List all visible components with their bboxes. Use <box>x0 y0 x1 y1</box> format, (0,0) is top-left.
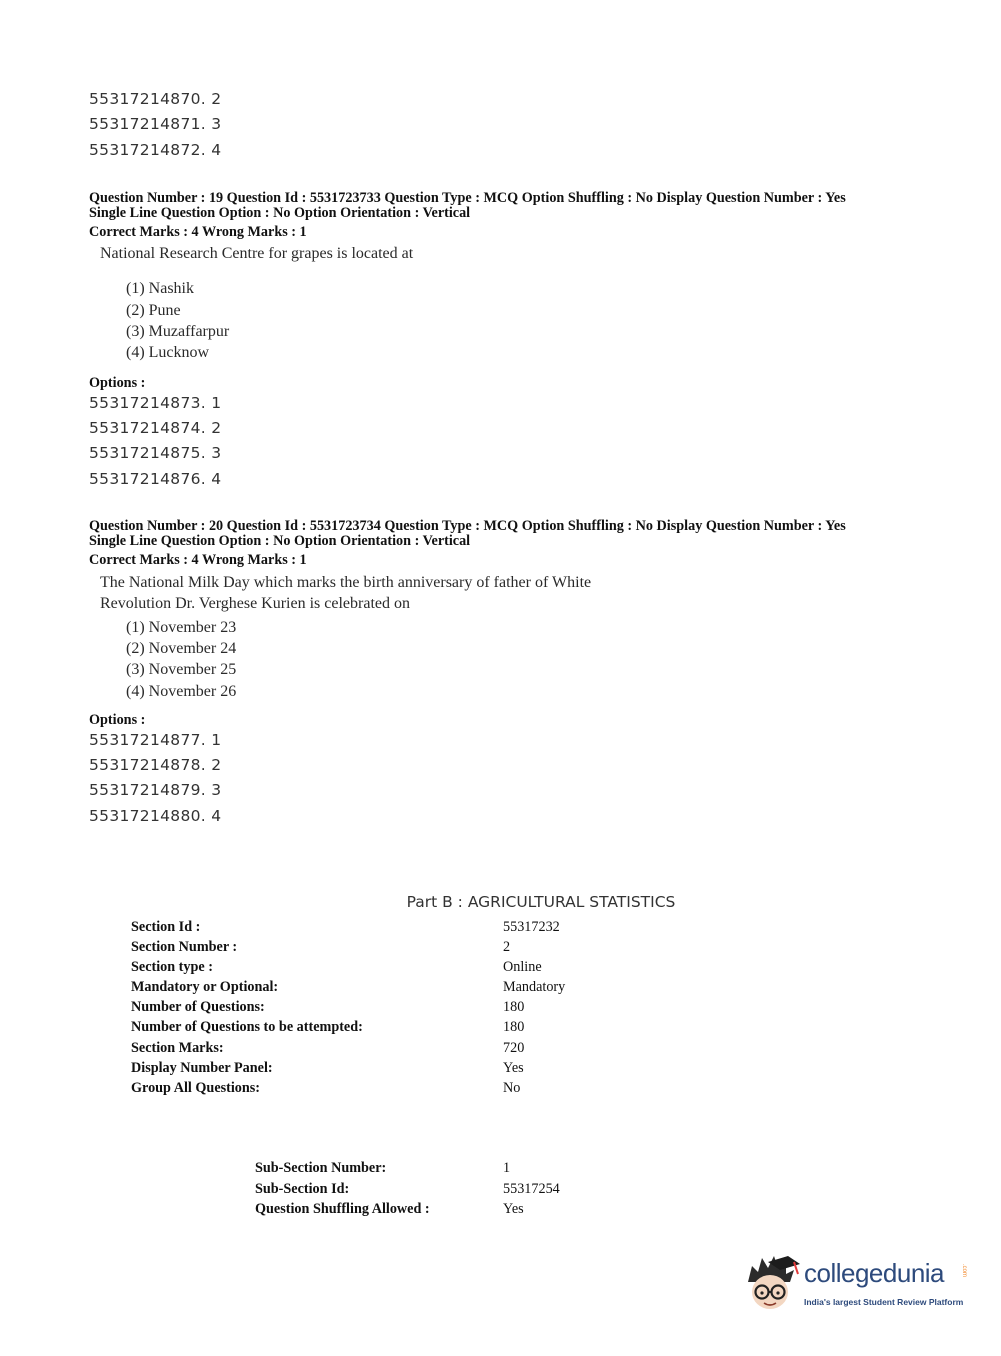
options-label: Options : <box>89 712 146 728</box>
section-field-label: Mandatory or Optional: <box>131 979 279 995</box>
section-field-label: Group All Questions: <box>131 1080 261 1096</box>
section-field-label: Section type : <box>131 959 213 975</box>
section-field-label: Section Marks: <box>131 1040 224 1056</box>
question-text: The National Milk Day which marks the birth anniversary of father of White <box>100 574 592 591</box>
part-title: Part B : AGRICULTURAL STATISTICS <box>406 893 676 911</box>
option-id-line: 55317214878. 2 <box>89 756 222 774</box>
question-choice: (1) November 23 <box>126 619 237 636</box>
option-id-line: 55317214879. 3 <box>89 781 222 799</box>
option-id-line: 55317214874. 2 <box>89 419 222 437</box>
section-field-value: 180 <box>503 999 525 1015</box>
section-field-value: Yes <box>503 1060 524 1076</box>
question-choice: (4) November 26 <box>126 683 237 700</box>
section-field-value: Mandatory <box>503 979 566 995</box>
logo-wordmark: collegedunia <box>804 1258 945 1288</box>
question-choice: (3) November 25 <box>126 661 237 678</box>
option-id-line: 55317214871. 3 <box>89 115 222 133</box>
section-field-label: Section Number : <box>131 939 238 955</box>
subsection-field-value: Yes <box>503 1201 524 1217</box>
question-meta-line: Question Number : 19 Question Id : 5531723733 Question Type : MCQ Option Shuffling : No Display Question Number : Yes <box>89 190 846 206</box>
options-label: Options : <box>89 375 146 391</box>
section-field-value: 180 <box>503 1019 525 1035</box>
subsection-field-label: Question Shuffling Allowed : <box>255 1201 430 1217</box>
subsection-field-label: Sub-Section Number: <box>255 1160 387 1176</box>
question-choice: (2) Pune <box>126 302 181 319</box>
mascot-icon <box>742 1252 804 1314</box>
section-field-value: 720 <box>503 1040 525 1056</box>
option-id-line: 55317214876. 4 <box>89 470 222 488</box>
question-meta-line: Single Line Question Option : No Option Orientation : Vertical <box>89 205 471 221</box>
section-field-value: 55317232 <box>503 919 560 935</box>
question-marks-line: Correct Marks : 4 Wrong Marks : 1 <box>89 224 307 240</box>
option-id-line: 55317214872. 4 <box>89 141 222 159</box>
section-field-value: No <box>503 1080 521 1096</box>
subsection-field-label: Sub-Section Id: <box>255 1181 350 1197</box>
question-text: National Research Centre for grapes is located at <box>100 245 414 262</box>
option-id-line: 55317214880. 4 <box>89 807 222 825</box>
section-field-label: Number of Questions to be attempted: <box>131 1019 363 1035</box>
subsection-field-value: 1 <box>503 1160 511 1176</box>
option-id-line: 55317214870. 2 <box>89 90 222 108</box>
option-id-line: 55317214873. 1 <box>89 394 222 412</box>
option-id-line: 55317214875. 3 <box>89 444 222 462</box>
question-text: Revolution Dr. Verghese Kurien is celebrated on <box>100 595 410 612</box>
logo-tagline: India's largest Student Review Platform <box>804 1297 964 1307</box>
collegedunia-logo <box>742 1250 972 1320</box>
subsection-field-value: 55317254 <box>503 1181 560 1197</box>
section-field-value: 2 <box>503 939 511 955</box>
question-choice: (4) Lucknow <box>126 344 210 361</box>
section-field-value: Online <box>503 959 542 975</box>
option-id-line: 55317214877. 1 <box>89 731 222 749</box>
question-choice: (2) November 24 <box>126 640 237 657</box>
logo-domain-suffix: .com <box>961 1264 967 1278</box>
section-field-label: Display Number Panel: <box>131 1060 273 1076</box>
question-choice: (3) Muzaffarpur <box>126 323 230 340</box>
section-field-label: Number of Questions: <box>131 999 265 1015</box>
section-field-label: Section Id : <box>131 919 201 935</box>
question-meta-line: Single Line Question Option : No Option Orientation : Vertical <box>89 533 471 549</box>
question-meta-line: Question Number : 20 Question Id : 5531723734 Question Type : MCQ Option Shuffling : No Display Question Number : Yes <box>89 518 846 534</box>
question-marks-line: Correct Marks : 4 Wrong Marks : 1 <box>89 552 307 568</box>
question-choice: (1) Nashik <box>126 280 194 297</box>
